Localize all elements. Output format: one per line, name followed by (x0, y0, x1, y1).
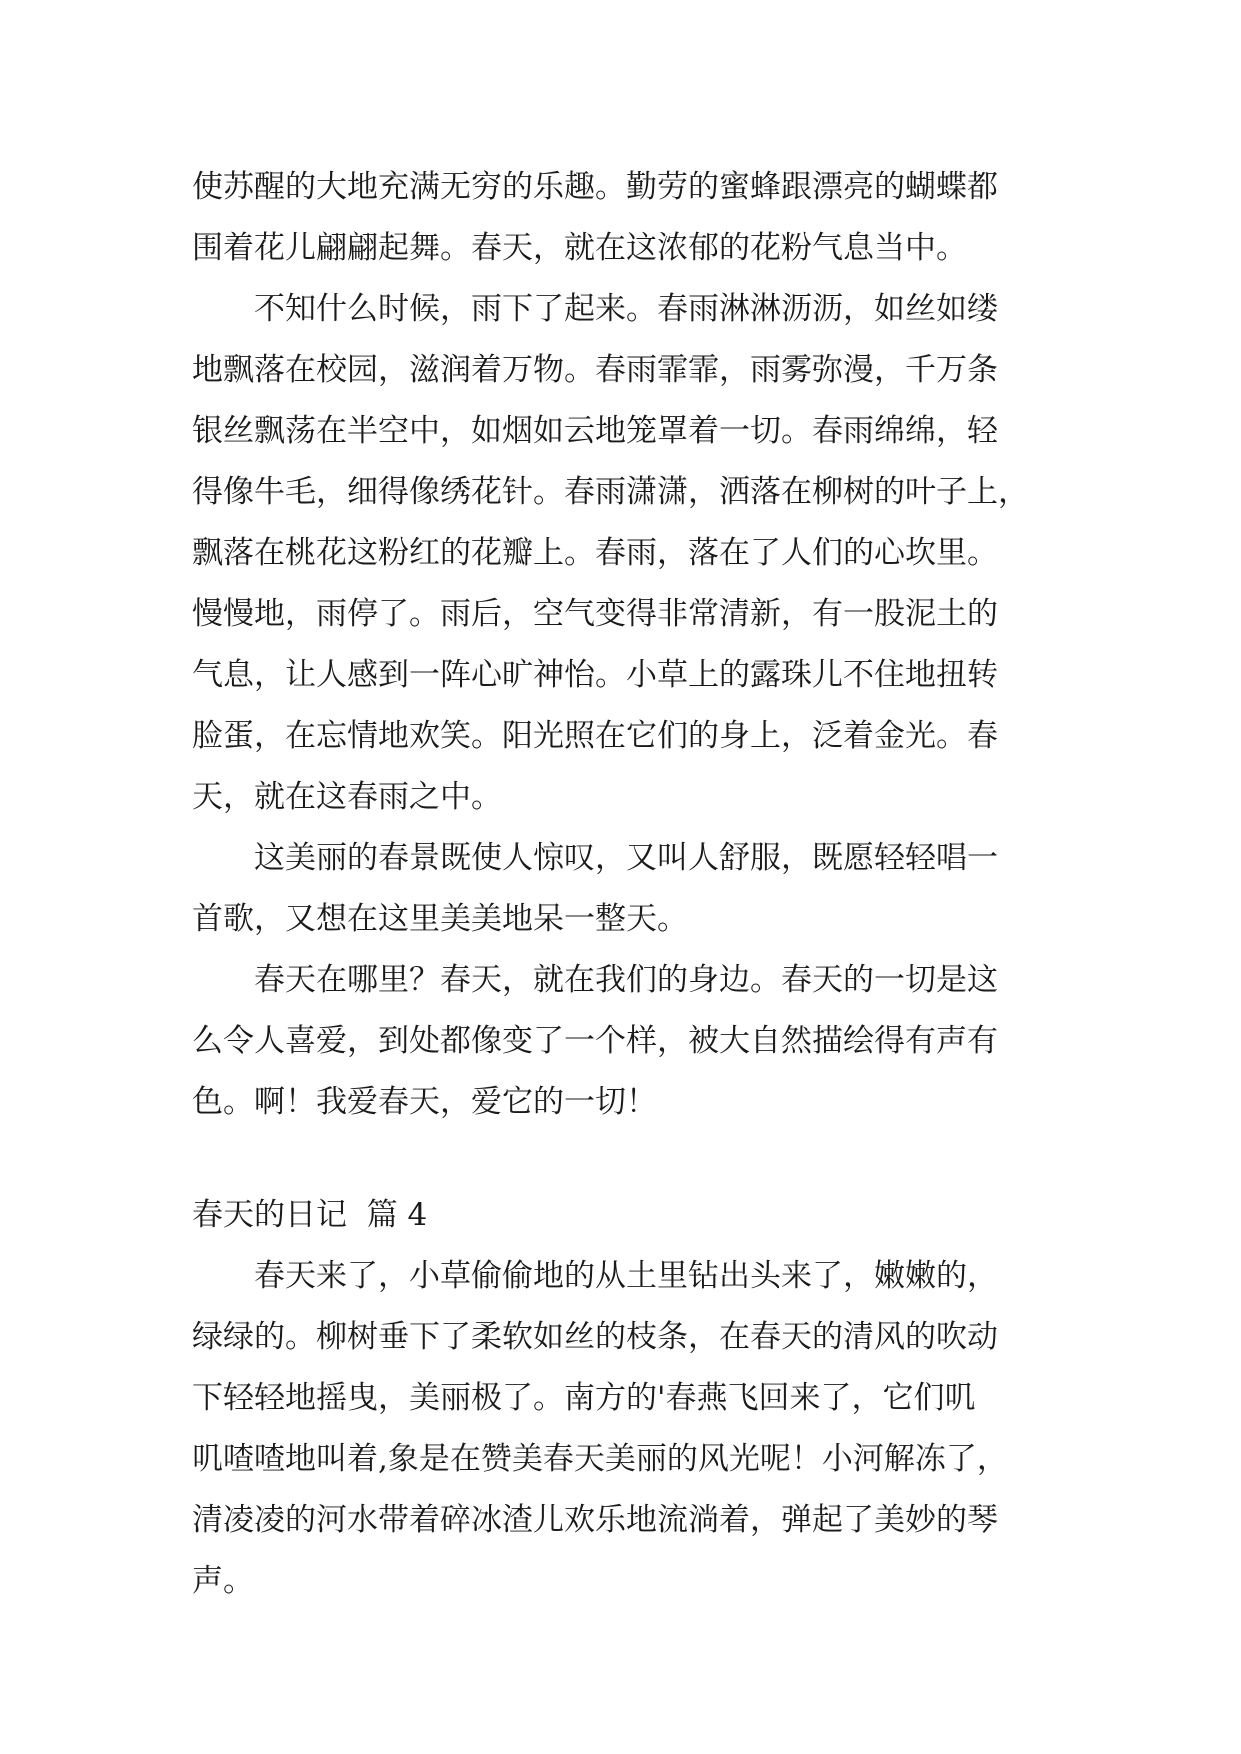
text-line: 声。 (192, 1563, 254, 1599)
text-line: 春天在哪里？春天，就在我们的身边。春天的一切是这 (192, 962, 998, 998)
text-line: 脸蛋，在忘情地欢笑。阳光照在它们的身上，泛着金光。春 (192, 718, 998, 754)
text-line: 慢慢地，雨停了。雨后，空气变得非常清新，有一股泥土的 (192, 596, 998, 632)
text-line: 首歌，又想在这里美美地呆一整天。 (192, 901, 688, 937)
text-line: 飘落在桃花这粉红的花瓣上。春雨，落在了人们的心坎里。 (192, 535, 998, 571)
text-line: 么令人喜爱，到处都像变了一个样，被大自然描绘得有声有 (192, 1023, 998, 1059)
text-line: 下轻轻地摇曳，美丽极了。南方的'春燕飞回来了，它们叽 (192, 1380, 976, 1416)
text-line: 得像牛毛，细得像绣花针。春雨潇潇，洒落在柳树的叶子上， (192, 474, 1029, 510)
diary-section-4 (192, 1246, 1072, 1612)
diary-section-continued (192, 157, 1072, 1133)
text-line: 围着花儿翩翩起舞。春天，就在这浓郁的花粉气息当中。 (192, 230, 967, 266)
section-heading: 春天的日记 篇 4 (192, 1197, 428, 1233)
text-line: 气息，让人感到一阵心旷神怡。小草上的露珠儿不住地扭转 (192, 657, 998, 693)
text-line: 不知什么时候，雨下了起来。春雨淋淋沥沥，如丝如缕 (192, 291, 998, 327)
text-line: 使苏醒的大地充满无穷的乐趣。勤劳的蜜蜂跟漂亮的蝴蝶都 (192, 169, 998, 205)
text-line: 清凌凌的河水带着碎冰渣儿欢乐地流淌着，弹起了美妙的琴 (192, 1502, 998, 1538)
text-line: 银丝飘荡在半空中，如烟如云地笼罩着一切。春雨绵绵，轻 (192, 413, 998, 449)
text-line: 绿绿的。柳树垂下了柔软如丝的枝条，在春天的清风的吹动 (192, 1319, 998, 1355)
section-spacer (192, 1133, 1072, 1185)
text-line: 这美丽的春景既使人惊叹，又叫人舒服，既愿轻轻唱一 (192, 840, 998, 876)
document-body (192, 157, 1072, 1612)
text-line: 色。啊！我爱春天，爱它的一切！ (192, 1084, 657, 1120)
text-line: 天，就在这春雨之中。 (192, 779, 502, 815)
text-line: 春天来了，小草偷偷地的从土里钻出头来了，嫩嫩的， (192, 1258, 998, 1294)
text-line: 地飘落在校园，滋润着万物。春雨霏霏，雨雾弥漫，千万条 (192, 352, 998, 388)
text-line: 叽喳喳地叫着,象是在赞美春天美丽的风光呢！小河解冻了， (192, 1441, 1008, 1477)
